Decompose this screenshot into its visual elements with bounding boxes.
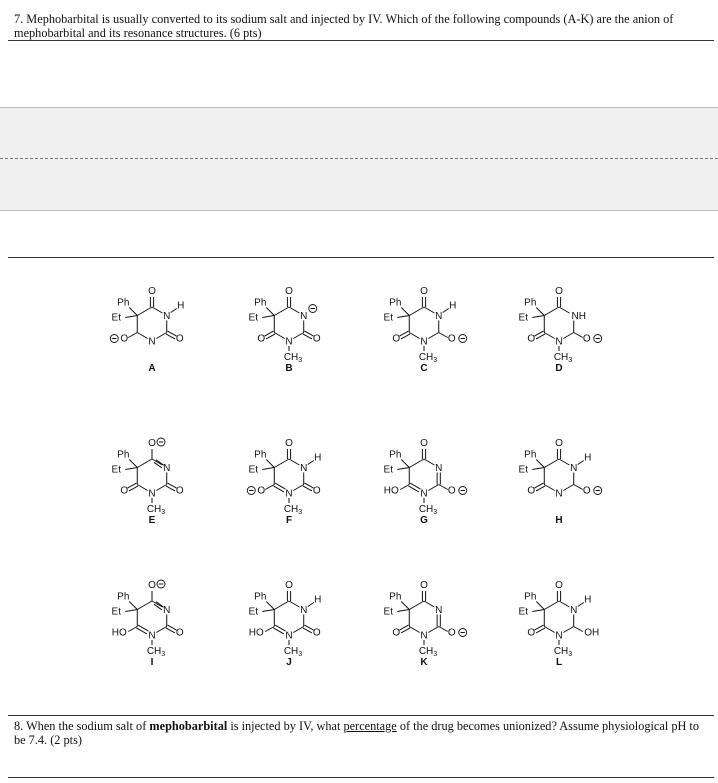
q8-underlined-word: percentage [343,719,397,733]
nitrogen-label: N [148,336,156,348]
q8-after: of the drug becomes unionized? Assume physiological pH to be 7.4. (2 pts) [14,719,699,747]
oxygen-label: O [555,438,563,449]
nitrogen-label: N [435,605,443,616]
hydroxy-label: HO [383,485,399,497]
phenyl-label: Ph [254,449,267,461]
nh-label: NH [571,311,586,322]
ethyl-label: Et [111,312,122,324]
oxygen-label: O [582,333,591,345]
ring-bond [559,307,569,313]
hydrogen-label: H [584,594,592,606]
methyl-label: $CH_3$ [553,352,573,364]
nitrogen-label: N [300,311,308,322]
oxygen-label: O [312,333,321,345]
compound-label-a: A [148,363,156,374]
hydroxy-bond [574,627,583,632]
ring-bond [152,307,162,313]
oxygen-label: O [285,438,293,449]
phenyl-bond [536,602,544,610]
q8-bold-drug: mephobarbital [149,719,228,733]
oxide-bond [439,333,448,338]
nitrogen-label: N [555,336,563,348]
ethyl-label: Et [518,464,529,476]
nitrogen-label: N [148,488,156,500]
phenyl-label: Ph [389,591,402,603]
ring-bond [544,627,554,633]
ring-bond [428,627,438,633]
oxygen-label: O [120,485,129,497]
nitrogen-label: N [555,488,563,500]
oxide-bond [439,485,448,490]
hydroxy-label: HO [248,627,264,639]
nitrogen-label: N [285,488,293,500]
hydrogen-label: H [314,452,322,464]
ethyl-bond [532,610,544,612]
oxygen-label: O [175,627,184,639]
compound-e [112,438,184,526]
ethyl-bond [125,316,137,318]
nitrogen-label: N [570,463,578,474]
phenyl-label: Ph [389,449,402,461]
phenyl-bond [129,308,137,316]
question-8-bottom-rule [8,777,714,778]
nitrogen-label: N [148,630,156,642]
ring-bond [559,601,569,607]
oxygen-label: O [527,485,536,497]
oxygen-label: O [555,580,563,591]
ring-bond [156,485,166,491]
methyl-label: $CH_3$ [146,646,166,658]
oxygen-label: O [120,333,129,345]
compound-k [384,580,467,668]
nitrogen-label: N [420,336,428,348]
methyl-label: $CH_3$ [418,504,438,516]
compound-label-k: K [420,657,428,668]
ethyl-label: Et [518,312,529,324]
hydroxy-label: HO [111,627,127,639]
ring-bond [156,627,166,633]
ring-bond [289,459,299,465]
ring-bond [544,333,554,339]
ethyl-label: Et [248,312,259,324]
oxygen-label: O [148,286,156,297]
compound-label-g: G [420,515,428,526]
phenyl-label: Ph [117,297,130,309]
ring-bond [544,459,559,468]
compound-d [519,286,602,374]
oxide-bond [574,333,583,338]
oxygen-label: O [285,580,293,591]
methyl-label: $CH_3$ [283,504,303,516]
phenyl-label: Ph [524,297,537,309]
ring-bond [544,307,559,316]
oxygen-label: O [175,485,184,497]
ethyl-label: Et [111,606,122,618]
ring-bond [274,459,289,468]
ethyl-label: Et [248,464,259,476]
oxygen-label: O [527,627,536,639]
phenyl-bond [401,602,409,610]
ring-bond [544,601,559,610]
ethyl-bond [397,610,409,612]
oxygen-label: O [148,438,156,449]
phenyl-label: Ph [254,591,267,603]
phenyl-bond [266,602,274,610]
ethyl-label: Et [248,606,259,618]
oxygen-label: O [420,580,428,591]
q8-before: 8. When the sodium salt of [14,719,150,733]
nh-bond [171,309,177,313]
ring-bond [137,459,152,468]
oxide-bond [128,333,137,338]
oxygen-label: O [312,485,321,497]
phenyl-bond [401,460,409,468]
oxygen-label: O [392,627,401,639]
nitrogen-label: N [570,605,578,616]
methyl-label: $CH_3$ [553,646,573,658]
ring-bond [409,333,419,339]
ring-bond [137,601,152,610]
question-8-text [14,719,708,747]
compound-f [247,438,321,526]
phenyl-bond [536,308,544,316]
oxygen-label: O [420,286,428,297]
ring-bond [293,627,303,633]
ethyl-bond [262,316,274,318]
oxygen-label: O [527,333,536,345]
hydrogen-label: H [177,300,185,312]
question-7-underline [8,40,714,41]
phenyl-label: Ph [524,449,537,461]
phenyl-label: Ph [524,591,537,603]
oxygen-label: O [392,333,401,345]
methyl-label: $CH_3$ [146,504,166,516]
structures-top-rule [8,257,714,258]
ethyl-label: Et [383,606,394,618]
hydroxy-bond [265,627,274,632]
ring-bond [563,485,573,491]
oxygen-label: O [257,485,266,497]
hydrogen-label: H [449,300,457,312]
nitrogen-label: N [420,488,428,500]
hydrogen-label: H [584,452,592,464]
compound-b [249,286,321,374]
compound-label-f: F [285,515,293,526]
structures-grid [0,262,718,702]
ethyl-label: Et [518,606,529,618]
ring-bond [544,485,554,491]
ring-bond [428,485,438,491]
ethyl-label: Et [111,464,122,476]
ethyl-label: Et [383,464,394,476]
phenyl-bond [129,460,137,468]
answer-area-top-line [0,107,718,108]
ring-bond [289,307,299,313]
compound-l [519,580,600,668]
methyl-label: $CH_3$ [418,352,438,364]
question-8-top-rule [8,715,714,716]
oxygen-label: O [285,286,293,297]
nh-bond [578,461,584,465]
ring-bond [274,333,284,339]
ethyl-bond [125,610,137,612]
compound-label-b: B [285,363,293,374]
phenyl-bond [129,602,137,610]
compound-j [249,580,322,668]
phenyl-bond [266,460,274,468]
ethyl-bond [125,468,137,470]
answer-area-dashed-line [0,158,718,159]
oxygen-label: O [420,438,428,449]
oxygen-label: O [312,627,321,639]
ring-bond [424,601,434,607]
ring-bond [428,333,438,339]
oxygen-label: O [148,580,156,591]
ring-bond [559,459,569,465]
methyl-label: $CH_3$ [283,352,303,364]
nh-bond [308,603,314,607]
compound-label-l: L [555,657,563,668]
methyl-label: $CH_3$ [283,646,303,658]
nitrogen-label: N [435,311,443,322]
compound-label-e: E [148,515,156,526]
phenyl-bond [536,460,544,468]
oxide-bond [439,627,448,632]
oxygen-label: O [175,333,184,345]
nitrogen-label: N [163,463,171,474]
compound-c [384,286,467,374]
compound-label-i: I [150,657,154,668]
oxygen-label: O [257,333,266,345]
nitrogen-label: N [435,463,443,474]
hydroxy-bond [128,627,137,632]
ethyl-bond [397,468,409,470]
ring-bond [156,333,166,339]
phenyl-label: Ph [117,591,130,603]
ring-bond [409,307,424,316]
ring-bond [137,485,147,491]
ethyl-label: Et [383,312,394,324]
phenyl-bond [266,308,274,316]
nitrogen-label: N [420,630,428,642]
oxygen-label: O [447,485,456,497]
oxygen-label: O [582,485,591,497]
ethyl-bond [397,316,409,318]
ring-bond [409,627,419,633]
answer-area-bottom-line [0,210,718,211]
ring-bond [563,333,573,339]
ring-bond [137,333,147,339]
ring-bond [274,601,289,610]
nitrogen-label: N [300,463,308,474]
nitrogen-label: N [163,311,171,322]
compound-label-d: D [555,363,563,374]
ethyl-bond [262,610,274,612]
nitrogen-label: N [285,336,293,348]
ring-bond [424,307,434,313]
hydroxy-bond [400,485,409,490]
phenyl-label: Ph [389,297,402,309]
ring-bond [563,627,573,633]
nitrogen-label: N [300,605,308,616]
compound-label-h: H [555,515,563,526]
question-7-text: 7. Mephobarbital is usually converted to its sodium salt and injected by IV. Which of the following compounds (A-K) are the anion of mephobarbital and its resonance structures. (6 pts) [14,12,674,40]
ethyl-bond [532,316,544,318]
oxygen-label: O [555,286,563,297]
ring-bond [293,333,303,339]
ethyl-bond [532,468,544,470]
compound-label-j: J [286,657,292,668]
ring-bond [289,601,299,607]
ring-bond [424,459,434,465]
compound-a [110,286,184,374]
ring-bond [409,601,424,610]
ring-bond [409,459,424,468]
nitrogen-label: N [555,630,563,642]
compound-g [384,438,467,526]
ethyl-bond [262,468,274,470]
compound-h [519,438,602,526]
hydroxy-label: OH [584,627,600,639]
nh-bond [578,603,584,607]
oxygen-label: O [447,627,456,639]
oxide-bond [265,485,274,490]
phenyl-label: Ph [254,297,267,309]
q8-middle: is injected by IV, what [227,719,344,733]
nitrogen-label: N [285,630,293,642]
methyl-label: $CH_3$ [418,646,438,658]
compound-i [112,580,184,668]
ring-bond [274,307,289,316]
oxygen-label: O [447,333,456,345]
ring-bond [293,485,303,491]
oxide-bond [574,485,583,490]
hydrogen-label: H [314,594,322,606]
compound-label-c: C [420,363,428,374]
nh-bond [443,309,449,313]
nitrogen-label: N [163,605,171,616]
phenyl-bond [401,308,409,316]
ring-bond [137,307,152,316]
nh-bond [308,461,314,465]
phenyl-label: Ph [117,449,130,461]
